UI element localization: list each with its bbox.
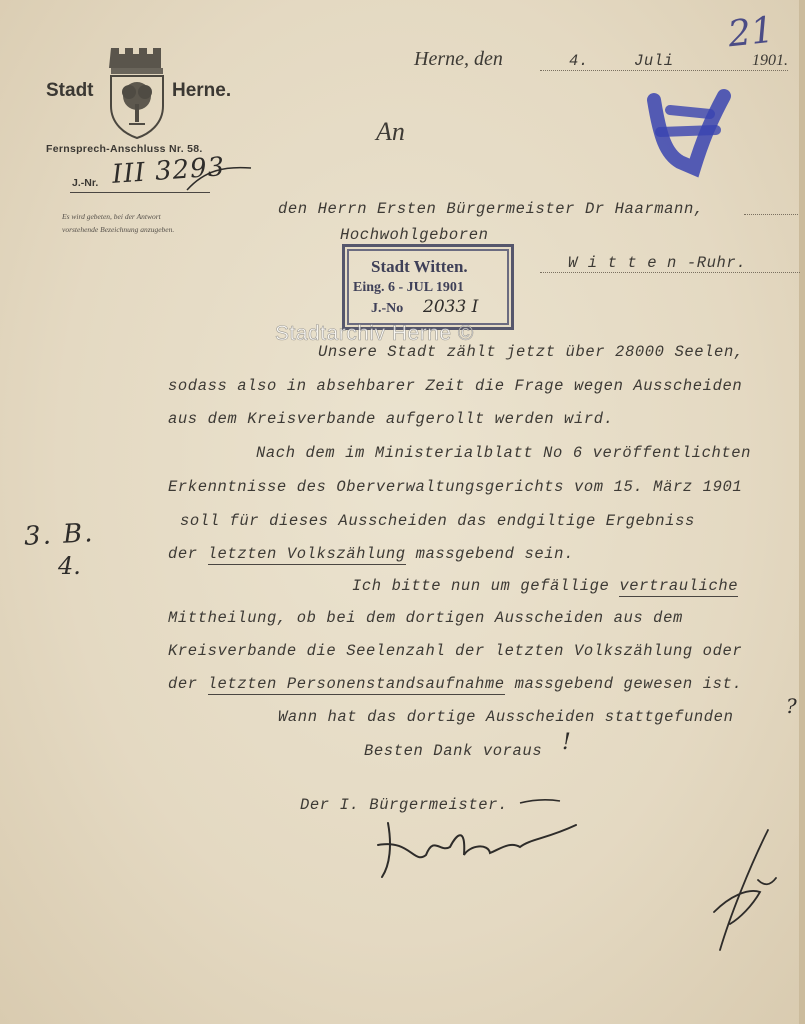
- date-month: Juli: [634, 52, 674, 70]
- journal-number: III 3293: [111, 152, 227, 190]
- date-day: 4.: [569, 52, 589, 70]
- recipient-dots-1: [744, 214, 798, 215]
- mayor-signature: [370, 795, 600, 885]
- body-p2-line2: Erkenntnisse des Oberverwaltungsgerichts vom 15. März 1901: [168, 478, 743, 496]
- letterhead-herne: Herne.: [172, 80, 232, 101]
- date-annotation: 21: [725, 9, 776, 56]
- telephone-line: Fernsprech-Anschluss Nr. 58.: [46, 143, 203, 155]
- recipient-line2: Hochwohlgeboren: [340, 226, 489, 244]
- date-year: 1901.: [752, 52, 788, 69]
- underlined-personenstandsaufnahme: letzten Personenstandsaufnahme: [207, 675, 505, 693]
- body-p1-line2: sodass also in absehbarer Zeit die Frage wegen Ausscheiden: [168, 377, 743, 395]
- body-p3-line4-start: der: [168, 675, 198, 693]
- date-dotted-line: [540, 70, 788, 71]
- coat-of-arms-icon: [107, 44, 167, 140]
- salutation: An: [376, 117, 405, 146]
- received-stamp: [342, 244, 514, 330]
- date-place: Herne, den: [414, 48, 503, 70]
- margin-note-2: 4.: [58, 552, 81, 580]
- closing: Der I. Bürgermeister.: [300, 796, 508, 814]
- recipient-dots-2: [540, 272, 800, 273]
- recipient-line1: den Herrn Ersten Bürgermeister Dr Haarmann,: [278, 200, 704, 218]
- initials-signature: [700, 826, 790, 956]
- body-p3-line2: Mittheilung, ob bei dem dortigen Ausscheiden aus dem: [168, 609, 683, 627]
- reply-note-line2: vorstehende Bezeichnung anzugeben.: [62, 225, 175, 234]
- reply-note-line1: Es wird gebeten, bei der Antwort: [62, 212, 161, 221]
- stamp-received: Eing. 6 - JUL 1901: [353, 280, 464, 295]
- body-p3-line3: Kreisverbande die Seelenzahl der letzten Volkszählung oder: [168, 642, 743, 660]
- stamp-number-label: J.-No: [371, 301, 404, 316]
- body-p3-line4-end: massgebend gewesen ist.: [514, 675, 743, 693]
- body-p3-line1-start: Ich bitte nun um gefällige: [352, 577, 610, 595]
- body-p4-question-mark: ?: [786, 694, 797, 718]
- body-p1-line1: Unsere Stadt zählt jetzt über 28000 Seelen,: [318, 343, 744, 361]
- letterhead-stadt: Stadt: [46, 80, 94, 101]
- paper-edge: [799, 0, 805, 1024]
- stamp-title: Stadt Witten.: [371, 257, 468, 276]
- journal-flourish: [185, 160, 255, 200]
- stamp-number: 2033 I: [423, 297, 479, 317]
- recipient-city: W i t t e n -Ruhr.: [568, 254, 747, 272]
- body-p1-line3: aus dem Kreisverbande aufgerollt werden wird.: [168, 410, 614, 428]
- blue-crayon-mark: [640, 82, 740, 182]
- journal-label: J.-Nr.: [72, 177, 99, 189]
- margin-note-1: 3. B.: [23, 518, 96, 552]
- body-p5-exclamation: !: [562, 730, 571, 755]
- body-p2-line4-start: der: [168, 545, 198, 563]
- underlined-letzten-volkszaehlung: letzten Volkszählung: [207, 545, 406, 563]
- underlined-vertrauliche: vertrauliche: [619, 577, 739, 595]
- body-p5: Besten Dank voraus: [364, 742, 543, 760]
- body-p2-line1: Nach dem im Ministerialblatt No 6 veröffentlichten: [256, 444, 752, 462]
- archive-watermark: Stadtarchiv Herne ©: [275, 322, 474, 345]
- body-p4: Wann hat das dortige Ausscheiden stattgefunden: [278, 708, 734, 726]
- body-p2-line4-end: massgebend sein.: [415, 545, 574, 563]
- body-p2-line3: soll für dieses Ausscheiden das endgiltige Ergebniss: [180, 512, 695, 530]
